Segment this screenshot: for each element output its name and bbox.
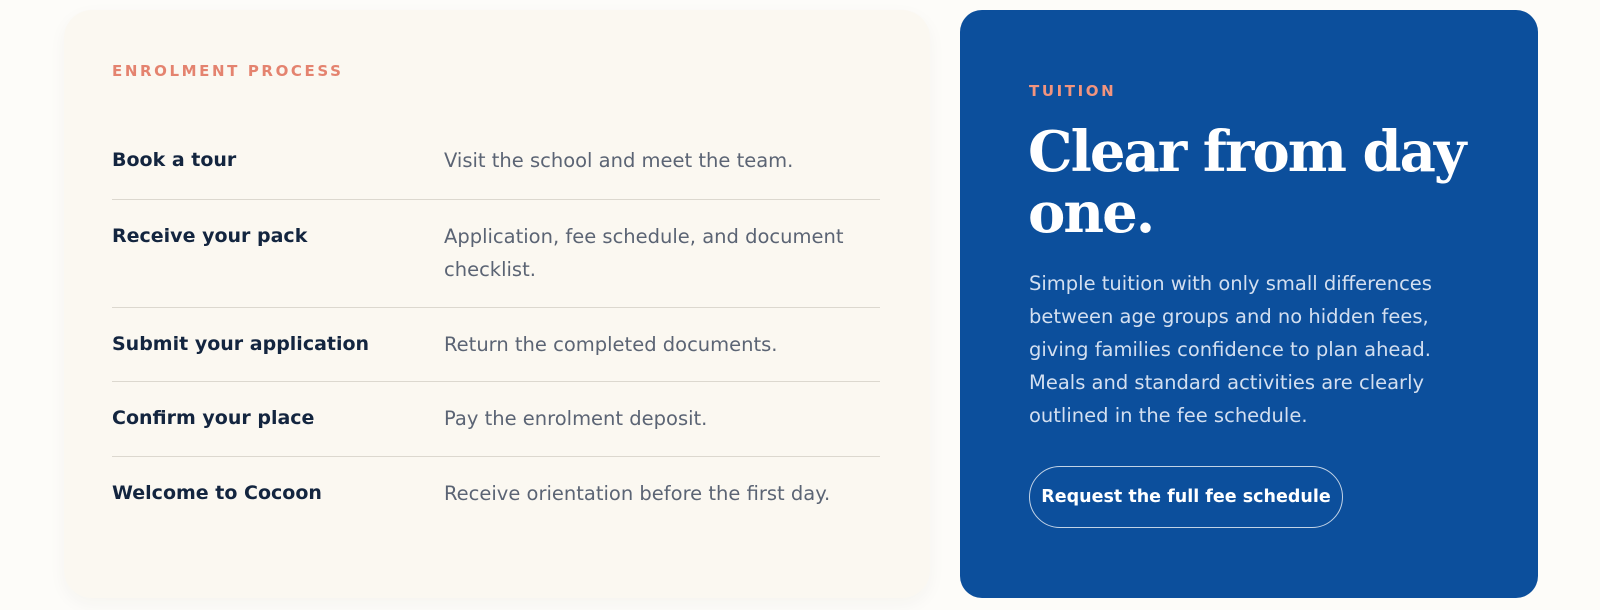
enrolment-process-card [64,10,930,598]
step-title: Receive your pack [112,225,308,247]
enrolment-step-submit-application [112,308,880,382]
tuition-eyebrow: TUITION [1029,82,1117,100]
step-description: Pay the enrolment deposit. [444,407,708,430]
tuition-card [960,10,1538,598]
step-title: Book a tour [112,149,237,171]
step-description: Return the completed documents. [444,333,778,356]
step-title: Welcome to Cocoon [112,482,322,504]
step-description: Application, fee schedule, and document checklist. [444,225,844,281]
enrolment-step-confirm-place [112,382,880,457]
tuition-description: Simple tuition with only small differences between age groups and no hidden fees, giving families confidence to plan ahead. Meals and standard activities are clearly outlined in the fee schedule. [1029,272,1432,427]
step-description: Visit the school and meet the team. [444,149,794,172]
step-title: Submit your application [112,333,370,355]
step-title: Confirm your place [112,407,315,429]
enrolment-eyebrow: ENROLMENT PROCESS [112,62,344,80]
enrolment-step-receive-pack [112,200,880,308]
enrolment-steps-list [112,128,880,531]
tuition-heading: Clear from day one. [1028,119,1465,246]
step-description: Receive orientation before the first day. [444,482,831,505]
enrolment-step-welcome [112,457,880,531]
enrolment-step-book-tour [112,128,880,200]
request-fee-schedule-button[interactable]: Request the full fee schedule [1029,466,1343,528]
